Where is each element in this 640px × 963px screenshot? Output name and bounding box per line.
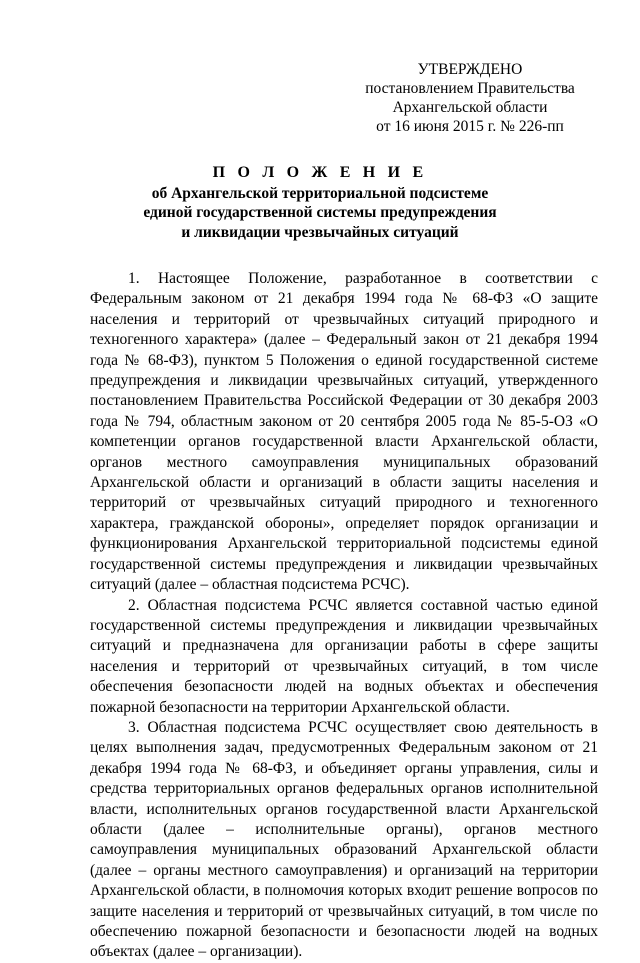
approval-line: Архангельской области: [392, 99, 548, 116]
paragraph-2: 2. Областная подсистема РСЧС является составной частью единой государственной системы предупреждения и ликвидации чрезвычайных ситуаций и предназначена для организации работы в сфере защиты населения и территорий от чрезвычайных ситуаций, в том числе обеспечения безопасности людей на водных объектах и обеспечения пожарной безопасности на территории Архангельской области.: [90, 596, 598, 716]
title-line: единой государственной системы предупреждения: [143, 204, 497, 221]
document-body: [90, 269, 598, 963]
approval-heading: УТВЕРЖДЕНО: [417, 61, 523, 78]
title-heading: П О Л О Ж Е Н И Е: [212, 164, 428, 181]
title-line: и ликвидации чрезвычайных ситуаций: [181, 223, 459, 241]
approval-stamp: [340, 60, 600, 136]
approval-line: постановлением Правительства: [365, 80, 575, 97]
paragraph-3: 3. Областная подсистема РСЧС осуществляет свою деятельность в целях выполнения задач, предусмотренных Федеральным законом от 21 декабря 1994 года № 68-ФЗ, и объединяет органы управления, силы и средства территориальных органов федеральных органов исполнительной власти, исполнительных органов государственной власти Архангельской области (далее – исполнительные органы), органов местного самоуправления муниципальных образований Архангельской области (далее – органы местного самоуправления) и организаций на территории Архангельской области, в полномочия которых входит решение вопросов по защите населения и территорий от чрезвычайных ситуаций, в том числе по обеспечению пожарной безопасности и безопасности людей на водных объектах (далее – организации).: [90, 718, 598, 961]
paragraph-1: 1. Настоящее Положение, разработанное в соответствии с Федеральным законом от 21 декабря 1994 года № 68-ФЗ «О защите населения и территорий от чрезвычайных ситуаций природного и техногенного характера» (далее – Федеральный закон от 21 декабря 1994 года № 68-ФЗ), пунктом 5 Положения о единой государственной системе предупреждения и ликвидации чрезвычайных ситуаций, утвержденного постановлением Правительства Российской Федерации от 30 декабря 2003 года № 794, областным законом от 20 сентября 2005 года № 85-5-ОЗ «О компетенции органов государственной власти Архангельской области, органов местного самоуправления муниципальных образований Архангельской области и организаций в области защиты населения и территорий от чрезвычайных ситуаций природного и техногенного характера, гражданской обороны», определяет порядок организации и функционирования Архангельской территориальной подсистемы единой государственной системы предупреждения и ликвидации чрезвычайных ситуаций (далее – областная подсистема РСЧС).: [90, 270, 598, 594]
title-line: об Архангельской территориальной подсистеме: [151, 184, 489, 202]
document-title: [60, 163, 580, 242]
approval-date: от 16 июня 2015 г. № 226-пп: [376, 118, 564, 135]
